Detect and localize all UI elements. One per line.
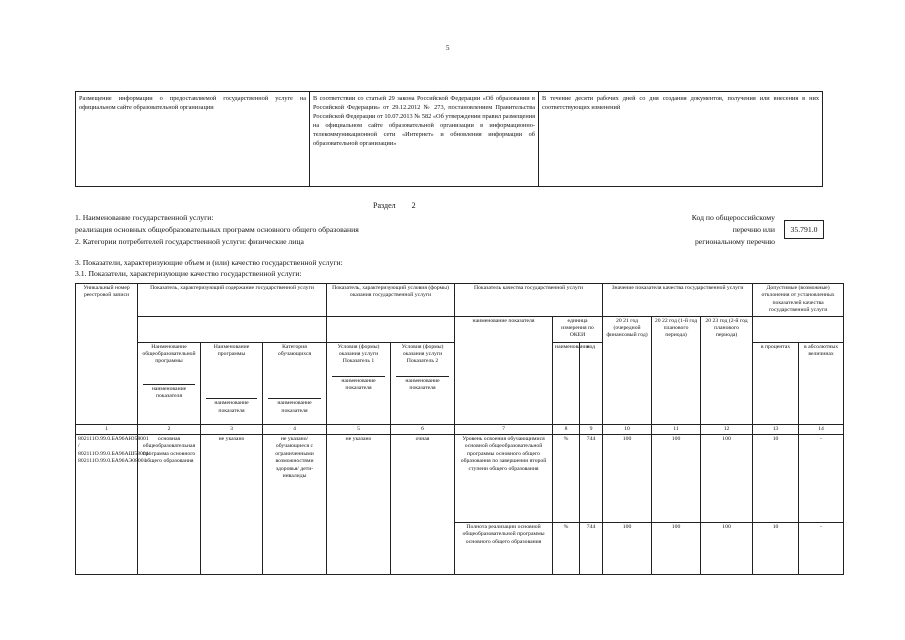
code-label-2: перечню или xyxy=(732,225,775,234)
sub-condition-1: Условия (формы) оказания услуги Показатель 1 наименование показателя xyxy=(327,342,391,424)
header-deviation: Допустимые (возможные) отклонения от установленных показателей качества государственной услуги xyxy=(753,284,844,317)
condition-2: очная xyxy=(391,435,455,575)
col-number: 2 xyxy=(138,424,201,434)
info-table xyxy=(75,91,823,187)
col-number: 5 xyxy=(327,424,391,434)
sub-condition-2: Условия (формы) оказания услуги Показатель 2 наименование показателя xyxy=(391,342,455,424)
sub-category: Категория обучающихся наименование показателя xyxy=(263,342,327,424)
value-year-2: 100 xyxy=(652,435,701,523)
col-number: 13 xyxy=(753,424,799,434)
col-number: 9 xyxy=(580,424,603,434)
col-number: 1 xyxy=(76,424,138,434)
col-number: 3 xyxy=(201,424,263,434)
header-unit: единица измерения по ОКЕИ xyxy=(553,316,603,342)
col-number: 8 xyxy=(553,424,580,434)
deviation-abs: - xyxy=(799,435,844,523)
sub-deviation-pct: в процентах xyxy=(753,342,799,424)
col-number: 7 xyxy=(455,424,553,434)
quality-indicators-heading: 3.1. Показатели, характеризующие качество государственной услуги: xyxy=(75,269,302,278)
program: не указано xyxy=(201,435,263,575)
deviation-pct: 10 xyxy=(753,523,799,575)
registry-code: 35.791.0 xyxy=(784,220,824,239)
deviation-abs: - xyxy=(799,523,844,575)
col-number: 14 xyxy=(799,424,844,434)
header-indicator-name: наименование показателя xyxy=(455,316,553,424)
header-quality-indicator: Показатель качества государственной услуги xyxy=(455,284,603,317)
header-year-3: 20 23 год (2-й год планового периода) xyxy=(701,316,753,424)
page-number: 5 xyxy=(446,44,450,52)
value-year-3: 100 xyxy=(701,435,753,523)
code-label-3: региональному перечню xyxy=(694,237,775,246)
sub-deviation-abs: в абсолютных величинах xyxy=(799,342,844,424)
quality-table xyxy=(75,283,844,575)
header-year-1: 20 21 год (очередной финансовый год) xyxy=(603,316,652,424)
header-year-2: 20 22 год (1-й год планового периода) xyxy=(652,316,701,424)
unit-name: % xyxy=(553,435,580,523)
header-content: Показатель, характеризующий содержание государственной услуги xyxy=(138,284,327,317)
indicators-heading: 3. Показатели, характеризующие объем и (или) качество государственной услуги: xyxy=(75,258,343,267)
service-name-label: 1. Наименование государственной услуги: xyxy=(75,213,214,222)
value-year-3: 100 xyxy=(701,523,753,575)
section-number: 2 xyxy=(411,201,416,210)
value-year-1: 100 xyxy=(603,523,652,575)
deviation-pct: 10 xyxy=(753,435,799,523)
sub-program-name: Наименование общеобразовательной программы наименование показателя xyxy=(138,342,201,424)
condition-1: не указано xyxy=(327,435,391,575)
info-what: Размещение информации о предоставляемой государственной услуге на официальном сайте образовательной организации xyxy=(76,92,310,186)
col-number: 4 xyxy=(263,424,327,434)
student-category: не указано/ обучающиеся с ограниченными возможностями здоровья/ дети-инвалиды xyxy=(263,435,327,575)
col-number: 12 xyxy=(701,424,753,434)
indicator-name: Уровень освоения обучающимися основной общеобразовательной программы основного общего образования по завершении второй ступени общего образования xyxy=(455,435,553,523)
service-name-value: реализация основных общеобразовательных программ основного общего образования xyxy=(75,225,359,234)
sub-program: Наименование программы наименование показателя xyxy=(201,342,263,424)
code-label-1: Код по общероссийскому xyxy=(691,213,775,222)
unit-name: % xyxy=(553,523,580,575)
unit-code: 744 xyxy=(580,435,603,523)
program-name: основная общеобразовательная программа основного общего образования xyxy=(138,435,201,575)
section-label: Раздел xyxy=(373,201,396,210)
col-number: 11 xyxy=(652,424,701,434)
header-unique-number: Уникальный номер реестровой записи xyxy=(76,284,138,425)
header-values: Значение показателя качества государственной услуги xyxy=(603,284,753,317)
section-title xyxy=(373,201,416,210)
info-basis: В соответствии со статьей 29 закона Российской Федерации «Об образовании в Российской Федерации» от 29.12.2012 № 273, постановлением Правительства Российской Федерации от 10.07.2013 № 582 «Об утверждении правил размещения на официальном сайте образовательной организации в информационно-телекоммуникационной сети «Интернет» и обновления информации об образовательной организации» xyxy=(310,92,539,186)
col-number: 6 xyxy=(391,424,455,434)
value-year-2: 100 xyxy=(652,523,701,575)
col-number: 10 xyxy=(603,424,652,434)
header-conditions: Показатель, характеризующий условия (формы) оказания государственной услуги xyxy=(327,284,455,317)
indicator-name: Полнота реализации основной общеобразовательной программы основного общего образования xyxy=(455,523,553,575)
sub-unit-name: наименование xyxy=(553,342,580,424)
value-year-1: 100 xyxy=(603,435,652,523)
unique-registry-number: 802111О.99.0.БА96АЮ58001 / 802111О.99.0.БА96АШ58001/ 802111О.99.0.БА96АЭ08001 xyxy=(76,435,138,575)
unit-code: 744 xyxy=(580,523,603,575)
info-frequency: В течение десяти рабочих дней со дня создания документов, получения или внесения в них соответствующих изменений xyxy=(542,95,819,112)
consumer-category: 2. Категории потребителей государственной услуги: физические лица xyxy=(75,237,304,246)
sub-unit-code: код xyxy=(580,342,603,424)
table-row xyxy=(76,435,844,523)
